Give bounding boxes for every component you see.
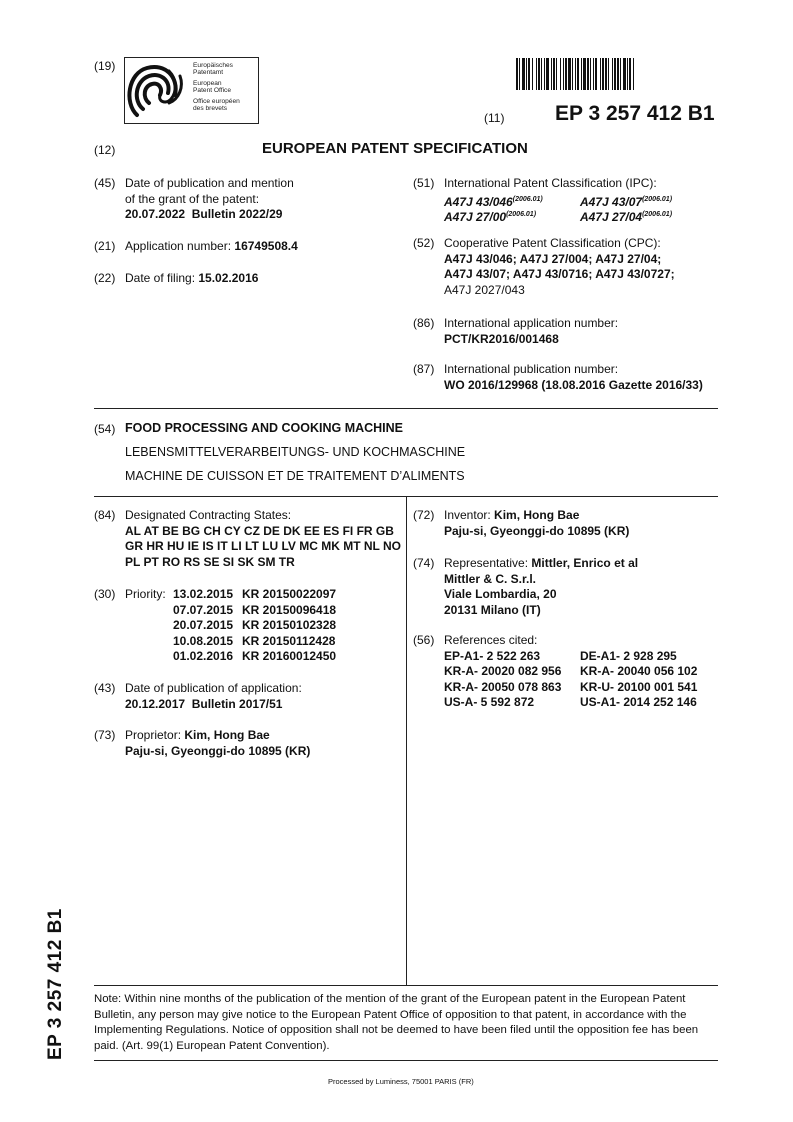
reference-row: KR-A- 20020 082 956 KR-A- 20040 056 102 <box>444 664 698 678</box>
inid-12: (12) <box>94 143 116 157</box>
epo-logo-icon <box>127 59 191 122</box>
ipc-code: A47J $27/04^{(2006.01)}$ <box>580 210 673 224</box>
barcode-bar <box>634 58 635 90</box>
publication-number: EP 3 257 412 B1 <box>555 102 715 125</box>
divider-note-bottom <box>94 1060 718 1061</box>
opposition-note: Note: Within nine months of the publication of the mention of the grant of the European patent in the European Patent Bulletin, any person may give notice to the European Patent Office of opposition to that patent, in accordance with the Implementing Regulations. Notice of opposition shall not be deemed to have been filed until the opposition fee has been paid. (Art. 99(1) European Patent Convention). <box>94 993 699 1052</box>
ipc-code: A47J $43/07^{(2006.01)}$ <box>580 194 673 209</box>
footer-processed-by: Processed by Luminess, 75001 PARIS (FR) <box>328 1077 474 1086</box>
title-fr: MACHINE DE CUISSON ET DE TRAITEMENT D’ALIMENTS <box>125 469 465 483</box>
divider-top <box>94 408 718 409</box>
reference-row: KR-A- 20050 078 863 KR-U- 20100 001 541 <box>444 679 698 694</box>
priority-entry: 10.08.2015 KR 20150112428 <box>173 633 336 648</box>
reference-row: EP-A1- 2 522 263 DE-A1- 2 928 295 <box>444 648 677 663</box>
divider-note-top <box>94 985 718 986</box>
priority-entry: 20.07.2015 KR 20150102328 <box>173 618 337 632</box>
title-de: LEBENSMITTELVERARBEITUNGS- UND KOCHMASCHINE <box>125 445 466 459</box>
ipc-code: A47J $43/046^{(2006.01)}$ <box>444 194 543 209</box>
epo-logo-box <box>124 57 259 124</box>
priority-entry: 07.07.2015 KR 20150096418 <box>173 602 337 617</box>
priority-entry: 01.02.2016 KR 20160012450 <box>173 649 337 663</box>
inid-11: (11) <box>484 111 505 125</box>
column-divider <box>406 497 407 985</box>
reference-row: US-A- 5 592 872 US-A1- 2014 252 146 <box>444 695 697 709</box>
ipc-code: A47J $27/00^{(2006.01)}$ <box>444 210 537 224</box>
priority-entry: 13.02.2015 KR 20150022097 <box>173 587 337 601</box>
side-publication-number: EP 3 257 412 B1 <box>45 908 66 1060</box>
document-type: EUROPEAN PATENT SPECIFICATION <box>262 140 528 157</box>
barcode <box>516 58 717 90</box>
office-names: Europäisches Patentamt European Patent Office Office européen des brevets <box>193 62 240 113</box>
inid-19: (19) <box>94 59 116 73</box>
title-en: FOOD PROCESSING AND COOKING MACHINE <box>125 421 404 435</box>
